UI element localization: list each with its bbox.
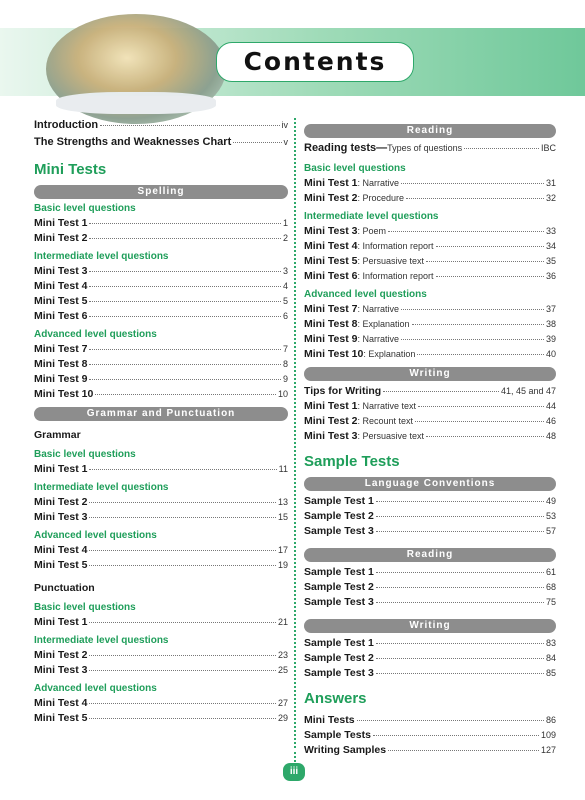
entry-subtitle: : Information report <box>357 271 434 281</box>
entry-page: 13 <box>277 497 288 507</box>
entry-page: 44 <box>545 401 556 411</box>
leader-dots <box>415 421 544 422</box>
leader-dots <box>401 339 544 340</box>
entry-page: 35 <box>545 256 556 266</box>
column-divider <box>294 118 296 748</box>
spelling-basic-label: Basic level questions <box>34 203 136 214</box>
leader-dots <box>373 735 539 736</box>
entry-page: 31 <box>545 178 556 188</box>
leader-dots <box>89 349 281 350</box>
photo-desk <box>56 92 216 114</box>
toc-entry[interactable] <box>34 295 288 310</box>
punctuation-heading: Punctuation <box>34 582 95 594</box>
sample-writing-list <box>304 637 556 682</box>
entry-page: 83 <box>545 638 556 648</box>
entry-title: Mini Tests <box>304 714 355 726</box>
entry-title: Sample Test 1 <box>304 637 374 649</box>
entry-title: Mini Test 5 <box>34 559 88 571</box>
leader-dots <box>401 183 544 184</box>
spelling-intermediate-list <box>34 265 288 325</box>
toc-entry[interactable] <box>34 463 288 478</box>
toc-entry[interactable] <box>34 712 288 727</box>
entry-subtitle: : Explanation <box>363 349 416 359</box>
toc-entry[interactable] <box>304 510 556 525</box>
entry-title: Writing Samples <box>304 744 387 756</box>
entry-title: Mini Test 2 <box>304 192 358 204</box>
toc-entry[interactable] <box>34 136 288 153</box>
entry-page: iv <box>281 120 288 130</box>
entry-page: 19 <box>277 560 288 570</box>
entry-title: Mini Test 3 <box>34 664 88 676</box>
sample-tests-heading: Sample Tests <box>304 453 400 470</box>
leader-dots <box>406 198 544 199</box>
mini-tests-heading: Mini Tests <box>34 161 107 178</box>
entry-page: 17 <box>277 545 288 555</box>
writing-list <box>304 385 556 445</box>
leader-dots <box>388 231 544 232</box>
entry-page: 23 <box>277 650 288 660</box>
entry-page: 75 <box>545 597 556 607</box>
entry-page: 4 <box>282 281 288 291</box>
left-column <box>34 119 288 727</box>
reading-basic-label: Basic level questions <box>304 163 406 174</box>
entry-page: 11 <box>278 464 288 474</box>
entry-page: 84 <box>545 653 556 663</box>
grammar-intermediate-label: Intermediate level questions <box>34 482 169 493</box>
sample-reading-bar: Reading <box>304 548 556 562</box>
reading-bar: Reading <box>304 124 556 138</box>
toc-entry[interactable] <box>34 343 288 358</box>
leader-dots <box>89 550 276 551</box>
language-conventions-list <box>304 495 556 540</box>
toc-entry[interactable] <box>304 400 556 415</box>
toc-entry[interactable] <box>304 667 556 682</box>
entry-title: Mini Test 10 <box>304 348 364 360</box>
entry-page: v <box>283 137 288 147</box>
leader-dots <box>426 436 544 437</box>
entry-title: Mini Test 5 <box>304 255 358 267</box>
entry-page: 49 <box>545 496 556 506</box>
punctuation-advanced-list <box>34 697 288 727</box>
grammar-punctuation-bar: Grammar and Punctuation <box>34 407 288 421</box>
leader-dots <box>233 142 281 143</box>
leader-dots <box>376 602 544 603</box>
answers-heading: Answers <box>304 690 367 707</box>
spelling-bar: Spelling <box>34 185 288 199</box>
leader-dots <box>376 643 544 644</box>
entry-subtitle: : Persuasive text <box>357 431 425 441</box>
leader-dots <box>89 502 276 503</box>
leader-dots <box>100 125 279 126</box>
entry-title: Sample Test 3 <box>304 596 374 608</box>
leader-dots <box>89 469 276 470</box>
toc-entry[interactable] <box>304 333 556 348</box>
entry-title: Sample Test 2 <box>304 510 374 522</box>
toc-entry[interactable] <box>304 729 556 744</box>
punctuation-basic-label: Basic level questions <box>34 602 136 613</box>
leader-dots <box>383 391 499 392</box>
entry-page: 8 <box>282 359 288 369</box>
toc-entry[interactable] <box>304 318 556 333</box>
toc-entry[interactable] <box>34 373 288 388</box>
leader-dots <box>426 261 544 262</box>
leader-dots <box>376 658 544 659</box>
entry-title: Mini Test 1 <box>34 217 88 229</box>
toc-entry[interactable] <box>304 714 556 729</box>
entry-title: Sample Test 3 <box>304 667 374 679</box>
entry-subtitle: Types of questions <box>387 143 463 153</box>
toc-entry[interactable] <box>304 270 556 285</box>
toc-entry[interactable] <box>34 496 288 511</box>
entry-title: Mini Test 4 <box>34 697 88 709</box>
entry-subtitle: : Narrative <box>357 304 399 314</box>
leader-dots <box>89 718 276 719</box>
answers-list <box>304 714 556 759</box>
leader-dots <box>89 223 281 224</box>
entry-title: Mini Test 3 <box>304 225 358 237</box>
entry-title: Mini Test 6 <box>34 310 88 322</box>
toc-entry[interactable] <box>34 310 288 325</box>
entry-page: 32 <box>545 193 556 203</box>
entry-page: 85 <box>545 668 556 678</box>
entry-title: Mini Test 4 <box>34 280 88 292</box>
entry-subtitle: : Narrative <box>357 178 399 188</box>
entry-title: Sample Test 2 <box>304 652 374 664</box>
entry-page: 109 <box>540 730 556 740</box>
leader-dots <box>412 324 544 325</box>
reading-advanced-label: Advanced level questions <box>304 289 427 300</box>
entry-title: Mini Test 7 <box>34 343 88 355</box>
punctuation-intermediate-list <box>34 649 288 679</box>
reading-intermediate-label: Intermediate level questions <box>304 211 439 222</box>
entry-page: 48 <box>545 431 556 441</box>
entry-page: 33 <box>545 226 556 236</box>
toc-entry[interactable] <box>304 177 556 192</box>
leader-dots <box>401 309 544 310</box>
entry-title: Mini Test 9 <box>304 333 358 345</box>
spelling-advanced-label: Advanced level questions <box>34 329 157 340</box>
toc-entry[interactable] <box>34 544 288 559</box>
toc-entry[interactable] <box>304 240 556 255</box>
toc-entry[interactable] <box>304 637 556 652</box>
toc-entry[interactable] <box>304 385 556 400</box>
entry-subtitle: : Recount text <box>357 416 414 426</box>
toc-entry[interactable] <box>304 415 556 430</box>
entry-title: Sample Test 3 <box>304 525 374 537</box>
leader-dots <box>464 148 539 149</box>
sample-writing-bar: Writing <box>304 619 556 633</box>
entry-page: 21 <box>277 617 288 627</box>
toc-entry[interactable] <box>304 525 556 540</box>
toc-entry[interactable] <box>304 192 556 207</box>
leader-dots <box>89 655 276 656</box>
toc-entry[interactable] <box>34 119 288 136</box>
entry-title: Mini Test 5 <box>34 712 88 724</box>
entry-title: Mini Test 3 <box>34 511 88 523</box>
entry-subtitle: : Explanation <box>357 319 410 329</box>
entry-title: Sample Test 1 <box>304 566 374 578</box>
sample-reading-list <box>304 566 556 611</box>
entry-page: 7 <box>282 344 288 354</box>
entry-title: Tips for Writing <box>304 385 382 397</box>
intro-list <box>34 119 288 153</box>
leader-dots <box>89 238 281 239</box>
entry-title: The Strengths and Weaknesses Chart <box>34 136 232 148</box>
toc-entry[interactable] <box>304 652 556 667</box>
entry-page: 3 <box>282 266 288 276</box>
toc-entry[interactable] <box>34 559 288 574</box>
leader-dots <box>376 587 544 588</box>
leader-dots <box>89 517 276 518</box>
leader-dots <box>436 246 544 247</box>
entry-title: Reading tests— <box>304 142 388 154</box>
entry-title: Mini Test 5 <box>34 295 88 307</box>
leader-dots <box>89 286 281 287</box>
grammar-basic-label: Basic level questions <box>34 449 136 460</box>
leader-dots <box>89 565 276 566</box>
leader-dots <box>418 406 544 407</box>
entry-title: Mini Test 2 <box>304 415 358 427</box>
entry-page: 9 <box>282 374 288 384</box>
leader-dots <box>388 750 539 751</box>
leader-dots <box>89 364 281 365</box>
toc-entry[interactable] <box>304 744 556 759</box>
leader-dots <box>89 316 281 317</box>
reading-basic-list <box>304 177 556 207</box>
right-column <box>304 124 556 759</box>
toc-entry[interactable] <box>304 430 556 445</box>
entry-page: 6 <box>282 311 288 321</box>
entry-page: 1 <box>282 218 288 228</box>
entry-title: Mini Test 3 <box>304 430 358 442</box>
title-box <box>216 42 414 82</box>
spelling-intermediate-label: Intermediate level questions <box>34 251 169 262</box>
entry-title: Mini Test 4 <box>34 544 88 556</box>
entry-title: Mini Test 4 <box>304 240 358 252</box>
entry-page: 27 <box>277 698 288 708</box>
entry-title: Mini Test 2 <box>34 232 88 244</box>
entry-subtitle: : Persuasive text <box>357 256 425 266</box>
entry-subtitle: : Information report <box>357 241 434 251</box>
grammar-basic-list <box>34 463 288 478</box>
entry-title: Mini Test 9 <box>34 373 88 385</box>
punctuation-intermediate-label: Intermediate level questions <box>34 635 169 646</box>
writing-bar: Writing <box>304 367 556 381</box>
toc-entry[interactable] <box>304 255 556 270</box>
entry-title: Mini Test 2 <box>34 649 88 661</box>
grammar-advanced-list <box>34 544 288 574</box>
entry-page: 39 <box>545 334 556 344</box>
leader-dots <box>89 271 281 272</box>
entry-page: 41, 45 and 47 <box>500 386 556 396</box>
leader-dots <box>89 622 276 623</box>
entry-subtitle: : Narrative text <box>357 401 417 411</box>
entry-page: 127 <box>540 745 556 755</box>
entry-title: Introduction <box>34 119 99 131</box>
page-number-connector <box>294 752 296 762</box>
entry-page: 38 <box>545 319 556 329</box>
toc-entry[interactable] <box>304 495 556 510</box>
header-photo <box>46 14 226 124</box>
leader-dots <box>417 354 544 355</box>
entry-page: 36 <box>545 271 556 281</box>
leader-dots <box>376 531 544 532</box>
punctuation-basic-list <box>34 616 288 631</box>
entry-subtitle: : Poem <box>357 226 386 236</box>
toc-entry[interactable] <box>304 581 556 596</box>
leader-dots <box>376 572 544 573</box>
toc-entry[interactable] <box>34 616 288 631</box>
entry-title: Mini Test 1 <box>304 400 358 412</box>
toc-entry[interactable] <box>304 566 556 581</box>
entry-page: 25 <box>277 665 288 675</box>
entry-page: 61 <box>545 567 556 577</box>
toc-entry[interactable] <box>34 232 288 247</box>
leader-dots <box>376 673 544 674</box>
toc-entry[interactable] <box>304 348 556 363</box>
entry-title: Mini Test 10 <box>34 388 94 400</box>
leader-dots <box>376 516 544 517</box>
entry-title: Mini Test 7 <box>304 303 358 315</box>
entry-title: Mini Test 2 <box>34 496 88 508</box>
entry-title: Mini Test 1 <box>34 463 88 475</box>
entry-title: Mini Test 8 <box>34 358 88 370</box>
toc-entry[interactable] <box>34 664 288 679</box>
leader-dots <box>89 670 276 671</box>
entry-page: 10 <box>277 389 288 399</box>
leader-dots <box>436 276 544 277</box>
entry-title: Mini Test 1 <box>304 177 358 189</box>
leader-dots <box>89 703 276 704</box>
entry-page: 40 <box>545 349 556 359</box>
toc-entry[interactable] <box>304 225 556 240</box>
entry-page: 34 <box>545 241 556 251</box>
toc-entry[interactable] <box>34 649 288 664</box>
spelling-advanced-list <box>34 343 288 403</box>
entry-subtitle: : Narrative <box>357 334 399 344</box>
toc-entry[interactable] <box>34 217 288 232</box>
toc-entry[interactable] <box>34 358 288 373</box>
language-conventions-bar: Language Conventions <box>304 477 556 491</box>
toc-entry[interactable] <box>34 265 288 280</box>
entry-title: Mini Test 1 <box>34 616 88 628</box>
page-number: iii <box>283 763 305 781</box>
leader-dots <box>357 720 544 721</box>
entry-title: Sample Test 1 <box>304 495 374 507</box>
entry-page: 53 <box>545 511 556 521</box>
entry-title: Mini Test 3 <box>34 265 88 277</box>
entry-title: Sample Test 2 <box>304 581 374 593</box>
entry-title: Sample Tests <box>304 729 371 741</box>
grammar-advanced-label: Advanced level questions <box>34 530 157 541</box>
entry-page: 37 <box>545 304 556 314</box>
leader-dots <box>376 501 544 502</box>
entry-page: 29 <box>277 713 288 723</box>
toc-entry[interactable] <box>34 280 288 295</box>
reading-advanced-list <box>304 303 556 363</box>
spelling-basic-list <box>34 217 288 247</box>
entry-page: IBC <box>540 143 556 153</box>
leader-dots <box>95 394 276 395</box>
entry-page: 5 <box>282 296 288 306</box>
toc-entry[interactable] <box>304 303 556 318</box>
toc-entry-reading-tests[interactable] <box>304 142 556 159</box>
entry-page: 68 <box>545 582 556 592</box>
toc-entry[interactable] <box>34 697 288 712</box>
grammar-intermediate-list <box>34 496 288 526</box>
toc-entry[interactable] <box>34 511 288 526</box>
entry-page: 46 <box>545 416 556 426</box>
toc-entry[interactable] <box>304 596 556 611</box>
entry-page: 57 <box>545 526 556 536</box>
page-title: Contents <box>243 47 387 76</box>
leader-dots <box>89 301 281 302</box>
entry-title: Mini Test 8 <box>304 318 358 330</box>
entry-page: 86 <box>545 715 556 725</box>
entry-page: 2 <box>282 233 288 243</box>
grammar-heading: Grammar <box>34 429 81 441</box>
entry-page: 15 <box>277 512 288 522</box>
entry-title: Mini Test 6 <box>304 270 358 282</box>
reading-intermediate-list <box>304 225 556 285</box>
leader-dots <box>89 379 281 380</box>
toc-entry[interactable] <box>34 388 288 403</box>
entry-subtitle: : Procedure <box>357 193 405 203</box>
punctuation-advanced-label: Advanced level questions <box>34 683 157 694</box>
